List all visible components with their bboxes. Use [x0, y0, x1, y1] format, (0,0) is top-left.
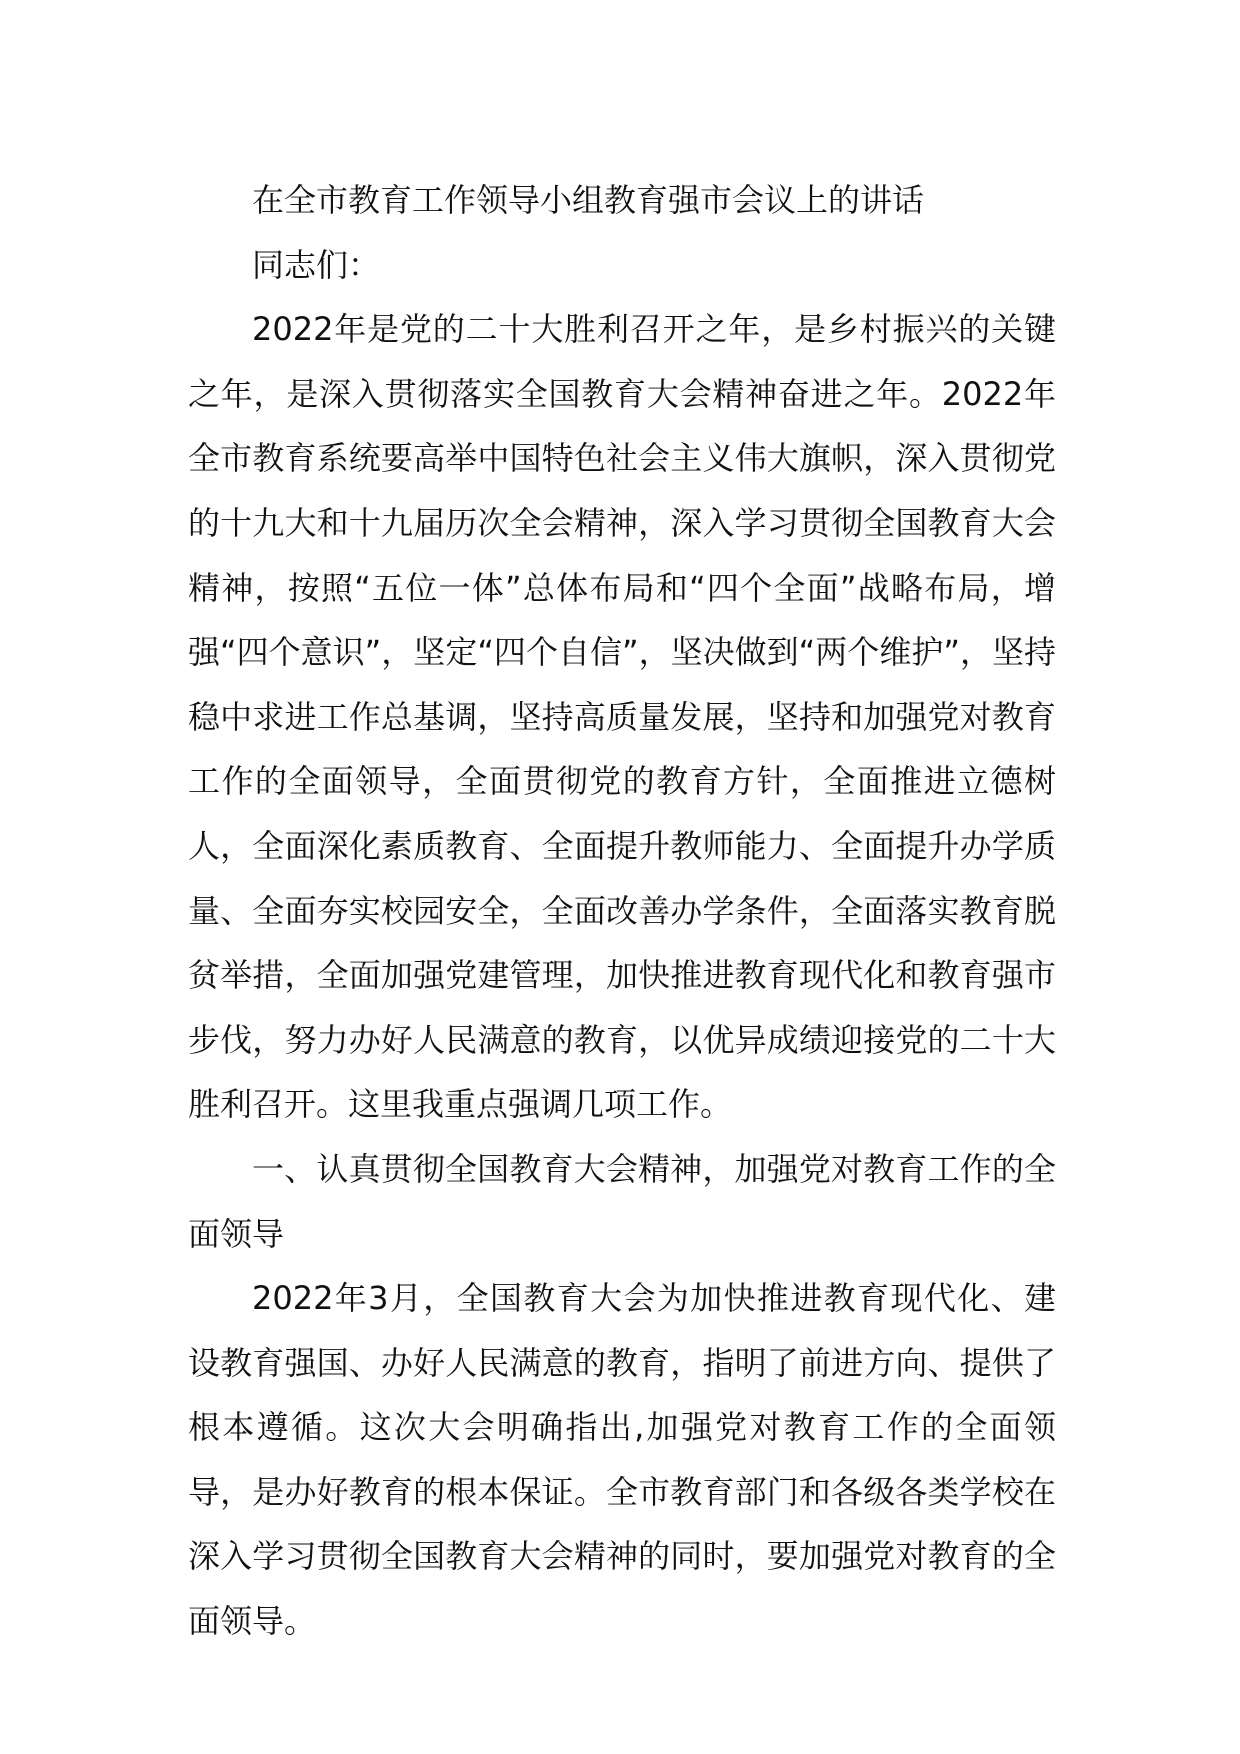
- section-heading-1: 一、认真贯彻全国教育大会精神，加强党对教育工作的全面领导: [188, 1149, 1056, 1253]
- document-title: 在全市教育工作领导小组教育强市会议上的讲话: [252, 181, 925, 219]
- salutation: 同志们：: [252, 245, 381, 284]
- paragraph-intro: 2022年是党的二十大胜利召开之年，是乡村振兴的关键之年，是深入贯彻落实全国教育大会精神奋进之年。2022年全市教育系统要高举中国特色社会主义伟大旗帜，深入贯彻党的十九大和十九届历次全会精神，深入学习贯彻全国教育大会精神，按照“五位一体”总体布局和“四个全面”战略布局，增强“四个意识”，坚定“四个自信”，坚决做到“两个维护”，坚持稳中求进工作总基调，坚持高质量发展，坚持和加强党对教育工作的全面领导，全面贯彻党的教育方针，全面推进立德树人，全面深化素质教育、全面提升教师能力、全面提升办学质量、全面夯实校园安全，全面改善办学条件，全面落实教育脱贫举措，全面加强党建管理，加快推进教育现代化和教育强市步伐，努力办好人民满意的教育，以优异成绩迎接党的二十大胜利召开。这里我重点强调几项工作。: [188, 310, 1056, 1124]
- document-body: [188, 168, 1056, 1654]
- paragraph-section-1: 2022年3月，全国教育大会为加快推进教育现代化、建设教育强国、办好人民满意的教育，指明了前进方向、提供了根本遵循。这次大会明确指出,加强党对教育工作的全面领导，是办好教育的根本保证。全市教育部门和各级各类学校在深入学习贯彻全国教育大会精神的同时，要加强党对教育的全面领导。: [188, 1279, 1056, 1641]
